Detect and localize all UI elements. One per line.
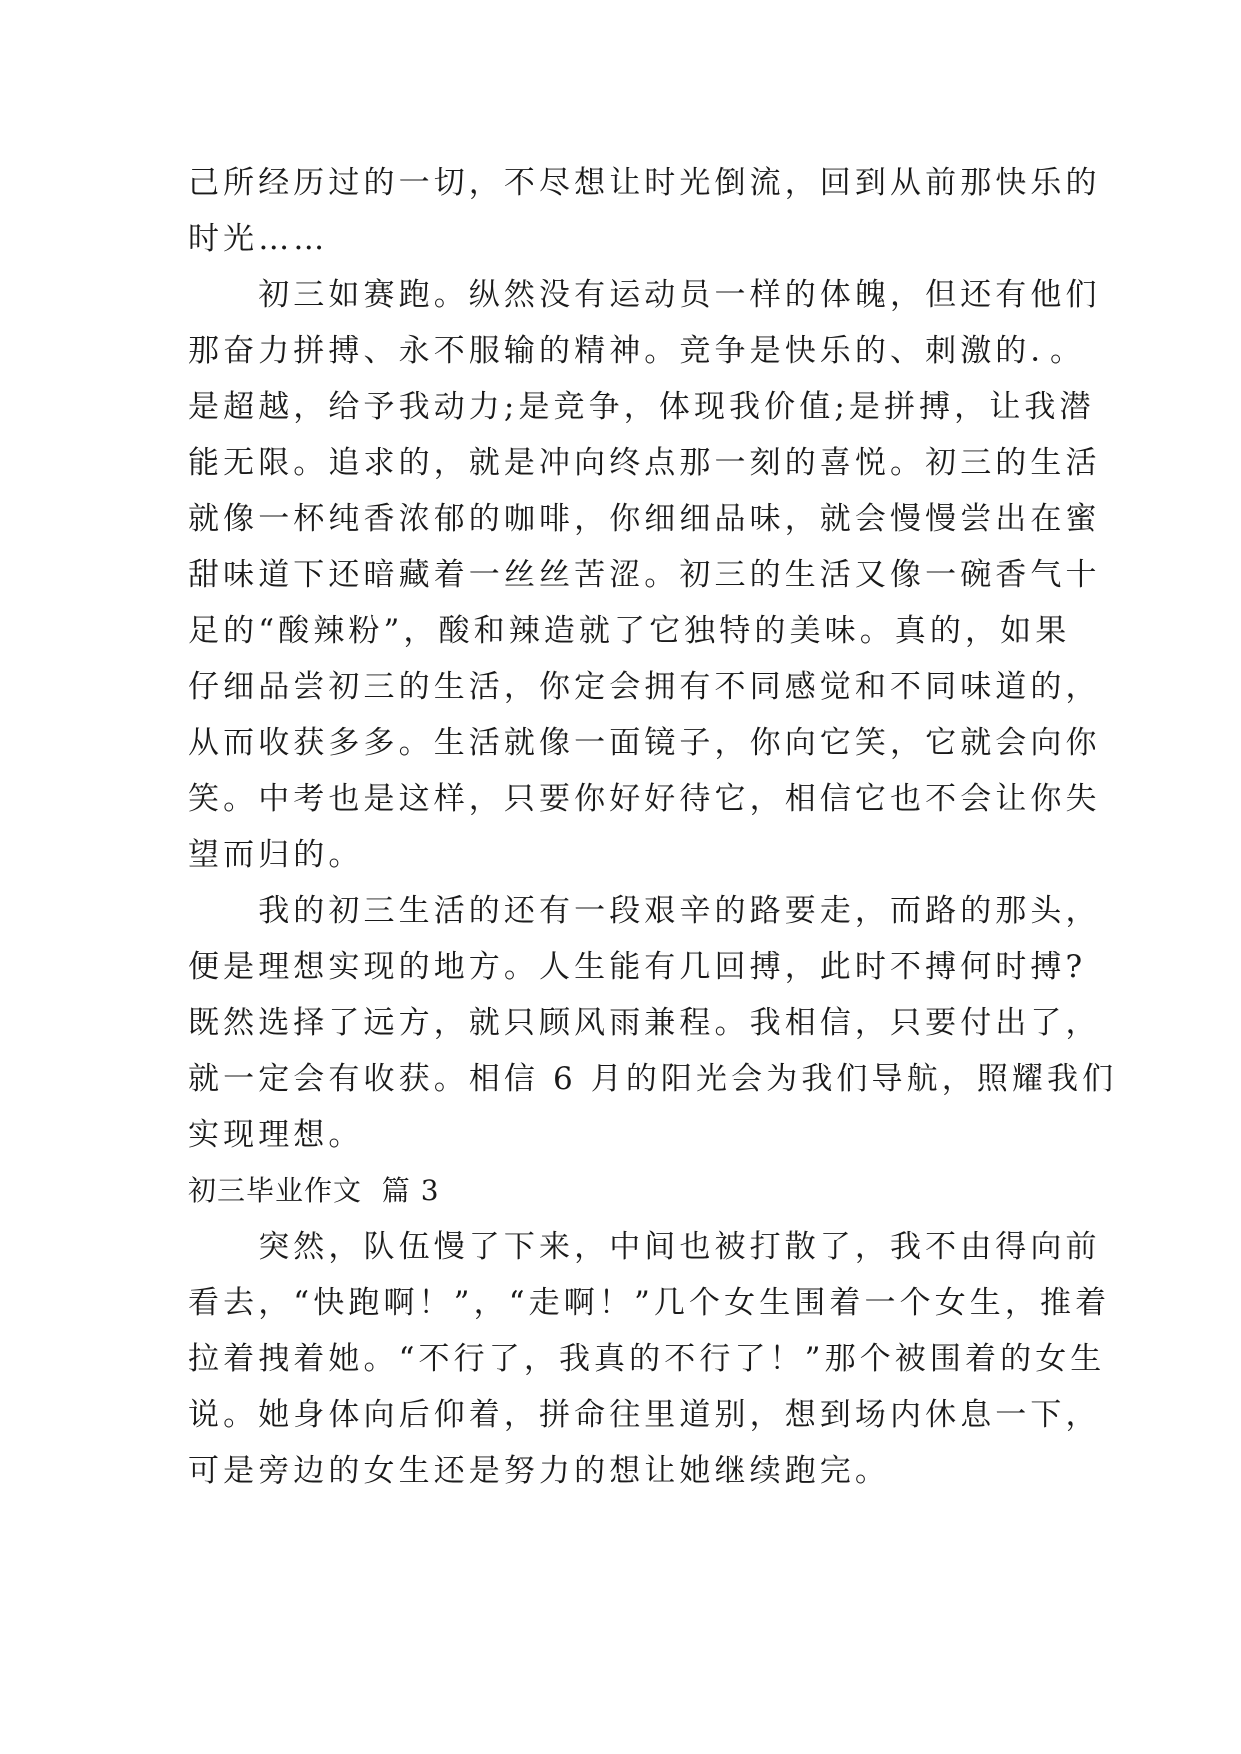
text-line: 看去，“快跑啊！”，“走啊！”几个女生围着一个女生，推着 (188, 1285, 1111, 1321)
text-line: 可是旁边的女生还是努力的想让她继续跑完。 (188, 1453, 890, 1489)
text-line: 己所经历过的一切，不尽想让时光倒流，回到从前那快乐的 (188, 165, 1101, 201)
text-line: 望而归的。 (188, 837, 364, 873)
text-line: 既然选择了远方，就只顾风雨兼程。我相信，只要付出了， (188, 1005, 1101, 1041)
text-line: 甜味道下还暗藏着一丝丝苦涩。初三的生活又像一碗香气十 (188, 557, 1101, 593)
text-line: 笑。中考也是这样，只要你好好待它，相信它也不会让你失 (188, 781, 1101, 817)
text-line: 说。她身体向后仰着，拼命往里道别，想到场内休息一下， (188, 1397, 1101, 1433)
section-heading: 初三毕业作文 篇 3 (188, 1174, 440, 1207)
text-line: 我的初三生活的还有一段艰辛的路要走，而路的那头， (188, 893, 1101, 929)
text-line: 仔细品尝初三的生活，你定会拥有不同感觉和不同味道的， (188, 669, 1101, 705)
text-line: 便是理想实现的地方。人生能有几回搏，此时不搏何时搏? (188, 949, 1087, 985)
text-line: 实现理想。 (188, 1117, 364, 1153)
text-line: 就像一杯纯香浓郁的咖啡，你细细品味，就会慢慢尝出在蜜 (188, 501, 1101, 537)
text-line: 初三如赛跑。纵然没有运动员一样的体魄，但还有他们 (188, 277, 1101, 313)
text-line: 拉着拽着她。“不行了，我真的不行了！”那个被围着的女生 (188, 1341, 1106, 1377)
text-line: 突然，队伍慢了下来，中间也被打散了，我不由得向前 (188, 1229, 1101, 1265)
text-line: 从而收获多多。生活就像一面镜子，你向它笑，它就会向你 (188, 725, 1101, 761)
text-line: 足的“酸辣粉”，酸和辣造就了它独特的美味。真的，如果 (188, 613, 1071, 649)
text-line: 时光…… (188, 221, 329, 257)
text-line: 能无限。追求的，就是冲向终点那一刻的喜悦。初三的生活 (188, 445, 1101, 481)
text-line: 就一定会有收获。相信 6 月的阳光会为我们导航，照耀我们 (188, 1061, 1118, 1097)
text-line: 是超越，给予我动力;是竞争，体现我价值;是拼搏，让我潜 (188, 389, 1095, 425)
document-body (188, 155, 1118, 1499)
text-line: 那奋力拼搏、永不服输的精神。竞争是快乐的、刺激的．。 (188, 333, 1086, 369)
